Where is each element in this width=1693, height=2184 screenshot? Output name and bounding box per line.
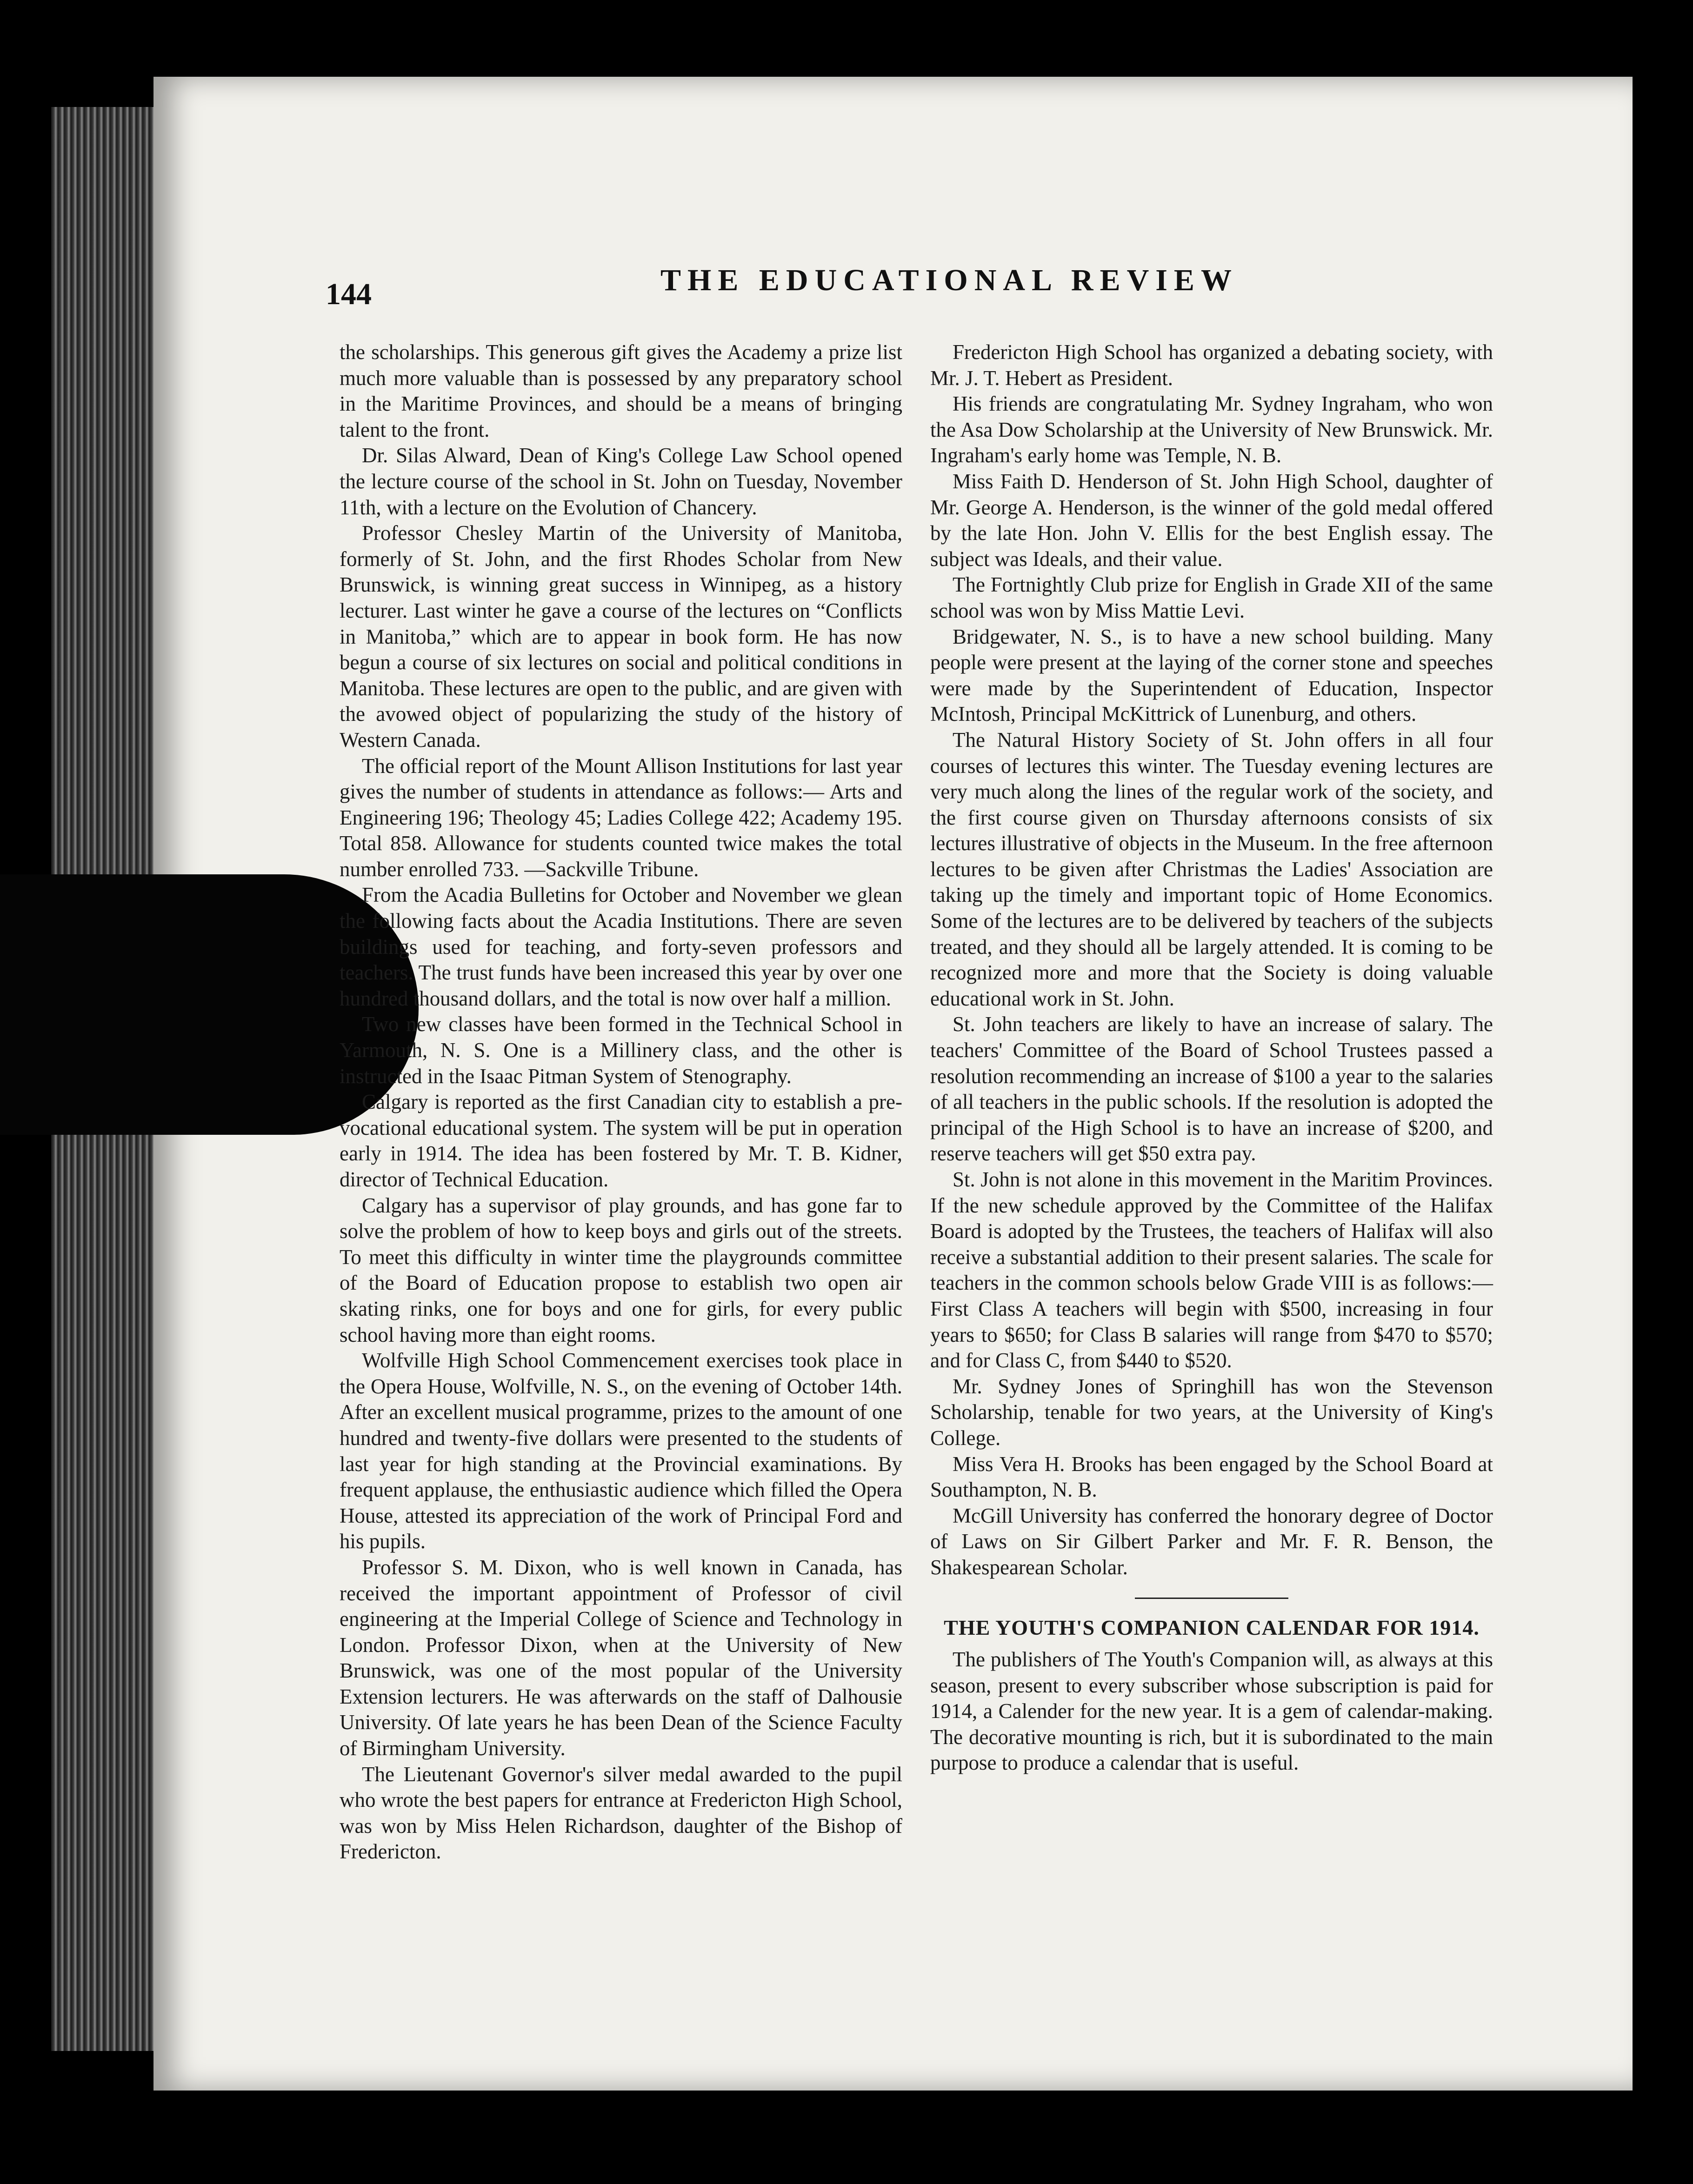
paragraph: Fredericton High School has organized a debating society, with Mr. J. T. Hebert as President. <box>930 340 1493 390</box>
paragraph: Bridgewater, N. S., is to have a new school building. Many people were present at the laying of the corner stone and speeches were made by the Superintendent of Education, Inspector McIntosh, Principal McKittrick of Lunenburg, and others. <box>930 625 1493 726</box>
left-column <box>340 340 902 1865</box>
paragraph: Miss Vera H. Brooks has been engaged by the School Board at Southampton, N. B. <box>930 1452 1493 1502</box>
paragraph: St. John is not alone in this movement in the Maritim Provinces. If the new schedule approved by the Committee of the Halifax Board is adopted by the Trustees, the teachers of Halifax will also receive a substantial addition to their present salaries. The scale for teachers in the common schools below Grade VIII is as follows:—First Class A teachers will begin with $500, increasing in four years to $650; for Class B salaries will range from $470 to $570; and for Class C, from $440 to $520. <box>930 1168 1493 1372</box>
paragraph: The Lieutenant Governor's silver medal awarded to the pupil who wrote the best papers for entrance at Fredericton High School, was won by Miss Helen Richardson, daughter of the Bishop of Fredericton. <box>340 1762 902 1864</box>
paragraph: Dr. Silas Alward, Dean of King's College Law School opened the lecture course of the school in St. John on Tuesday, November 11th, with a lecture on the Evolution of Chancery. <box>340 444 902 519</box>
paragraph: Professor S. M. Dixon, who is well known in Canada, has received the important appointment of Professor of civil engineering at the Imperial College of Science and Technology in London. Professor Dixon, when at the University of New Brunswick, was one of the most popular of the University Extension lecturers. He was afterwards on the staff of Dalhousie University. Of late years he has been Dean of the Science Faculty of Birmingham University. <box>340 1555 902 1760</box>
paragraph: Two new classes have been formed in the Technical School in Yarmouth, N. S. One is a Millinery class, and the other is instructed in the Isaac Pitman System of Stenography. <box>340 1012 902 1088</box>
running-title: THE EDUCATIONAL REVIEW <box>660 263 1238 297</box>
paragraph: The Fortnightly Club prize for English in Grade XII of the same school was won by Miss Mattie Levi. <box>930 573 1493 622</box>
page-number: 144 <box>326 277 372 311</box>
page-header <box>326 263 1442 314</box>
paragraph: Wolfville High School Commencement exercises took place in the Opera House, Wolfville, N. S., on the evening of October 14th. After an excellent musical programme, prizes to the amount of one hundred and twenty-five dollars were presented to the students of last year for high standing at the Provincial examinations. By frequent applause, the enthusiastic audience which filled the Opera House, attested its appreciation of the work of Principal Ford and his pupils. <box>340 1349 902 1553</box>
paragraph: Calgary is reported as the first Canadian city to establish a pre-vocational educational system. The system will be put in operation early in 1914. The idea has been fostered by Mr. T. B. Kidner, director of Technical Education. <box>340 1090 902 1191</box>
paragraph: the scholarships. This generous gift gives the Academy a prize list much more valuable than is possessed by any preparatory school in the Maritime Provinces, and should be a means of bringing talent to the front. <box>340 340 902 441</box>
right-column <box>930 340 1493 1776</box>
paragraph: The official report of the Mount Allison Institutions for last year gives the number of students in attendance as follows:— Arts and Engineering 196; Theology 45; Ladies College 422; Academy 195. Total 858. Allowance for students counted twice makes the total number enrolled 733. —Sackville Tribune. <box>340 754 902 881</box>
paragraph: McGill University has conferred the honorary degree of Doctor of Laws on Sir Gilbert Parker and Mr. F. R. Benson, the Shakespearean Scholar. <box>930 1504 1493 1579</box>
paragraph: Calgary has a supervisor of play grounds, and has gone far to solve the problem of how to keep boys and girls out of the streets. To meet this difficulty in winter time the playgrounds committee of the Board of Education propose to establish two open air skating rinks, one for boys and one for girls, for every public school having more than eight rooms. <box>340 1193 902 1346</box>
paragraph: St. John teachers are likely to have an increase of salary. The teachers' Committee of the Board of School Trustees passed a resolution recommending an increase of $100 a year to the salaries of all teachers in the public schools. If the resolution is adopted the principal of the High School is to have an increase of $200, and reserve teachers will get $50 extra pay. <box>930 1012 1493 1165</box>
paragraph: The Natural History Society of St. John offers in all four courses of lectures this winter. The Tuesday evening lectures are very much along the lines of the regular work of the society, and the first course given on Thursday afternoons consists of six lectures illustrative of objects in the Museum. In the free afternoon lectures to be given after Christmas the Ladies' Association are taking up the timely and important topic of Home Economics. Some of the lectures are to be delivered by teachers of the subjects treated, and they should all be largely attended. It is coming to be recognized more and more that the Society is doing valuable educational work in St. John. <box>930 728 1493 1010</box>
paragraph: The publishers of The Youth's Companion will, as always at this season, present to every subscriber whose subscription is paid for 1914, a Calender for the new year. It is a gem of calendar-making. The decorative mounting is rich, but it is subordinated to the main purpose to produce a calendar that is useful. <box>930 1648 1493 1775</box>
section-divider <box>1135 1598 1288 1599</box>
paragraph: His friends are congratulating Mr. Sydney Ingraham, who won the Asa Dow Scholarship at the University of New Brunswick. Mr. Ingraham's early home was Temple, N. B. <box>930 392 1493 467</box>
section-heading: THE YOUTH'S COMPANION CALENDAR FOR 1914. <box>944 1615 1480 1639</box>
paragraph: Professor Chesley Martin of the University of Manitoba, formerly of St. John, and the first Rhodes Scholar from New Brunswick, is winning great success in Winnipeg, as a history lecturer. Last winter he gave a course of the lectures on “Conflicts in Manitoba,” which are to appear in book form. He has now begun a course of six lectures on social and political conditions in Manitoba. These lectures are open to the public, and are given with the avowed object of popularizing the study of the history of Western Canada. <box>340 521 903 752</box>
paragraph: From the Acadia Bulletins for October and November we glean the following facts about the Acadia Institutions. There are seven buildings used for teaching, and forty-seven professors and teachers. The trust funds have been increased this year by over one hundred thousand dollars, and the total is now over half a million. <box>340 883 902 1010</box>
paragraph: Miss Faith D. Henderson of St. John High School, daughter of Mr. George A. Henderson, is the winner of the gold medal offered by the late Hon. John V. Ellis for the best English essay. The subject was Ideals, and their value. <box>930 469 1493 571</box>
paragraph: Mr. Sydney Jones of Springhill has won the Stevenson Scholarship, tenable for two years, at the University of King's College. <box>930 1374 1493 1450</box>
